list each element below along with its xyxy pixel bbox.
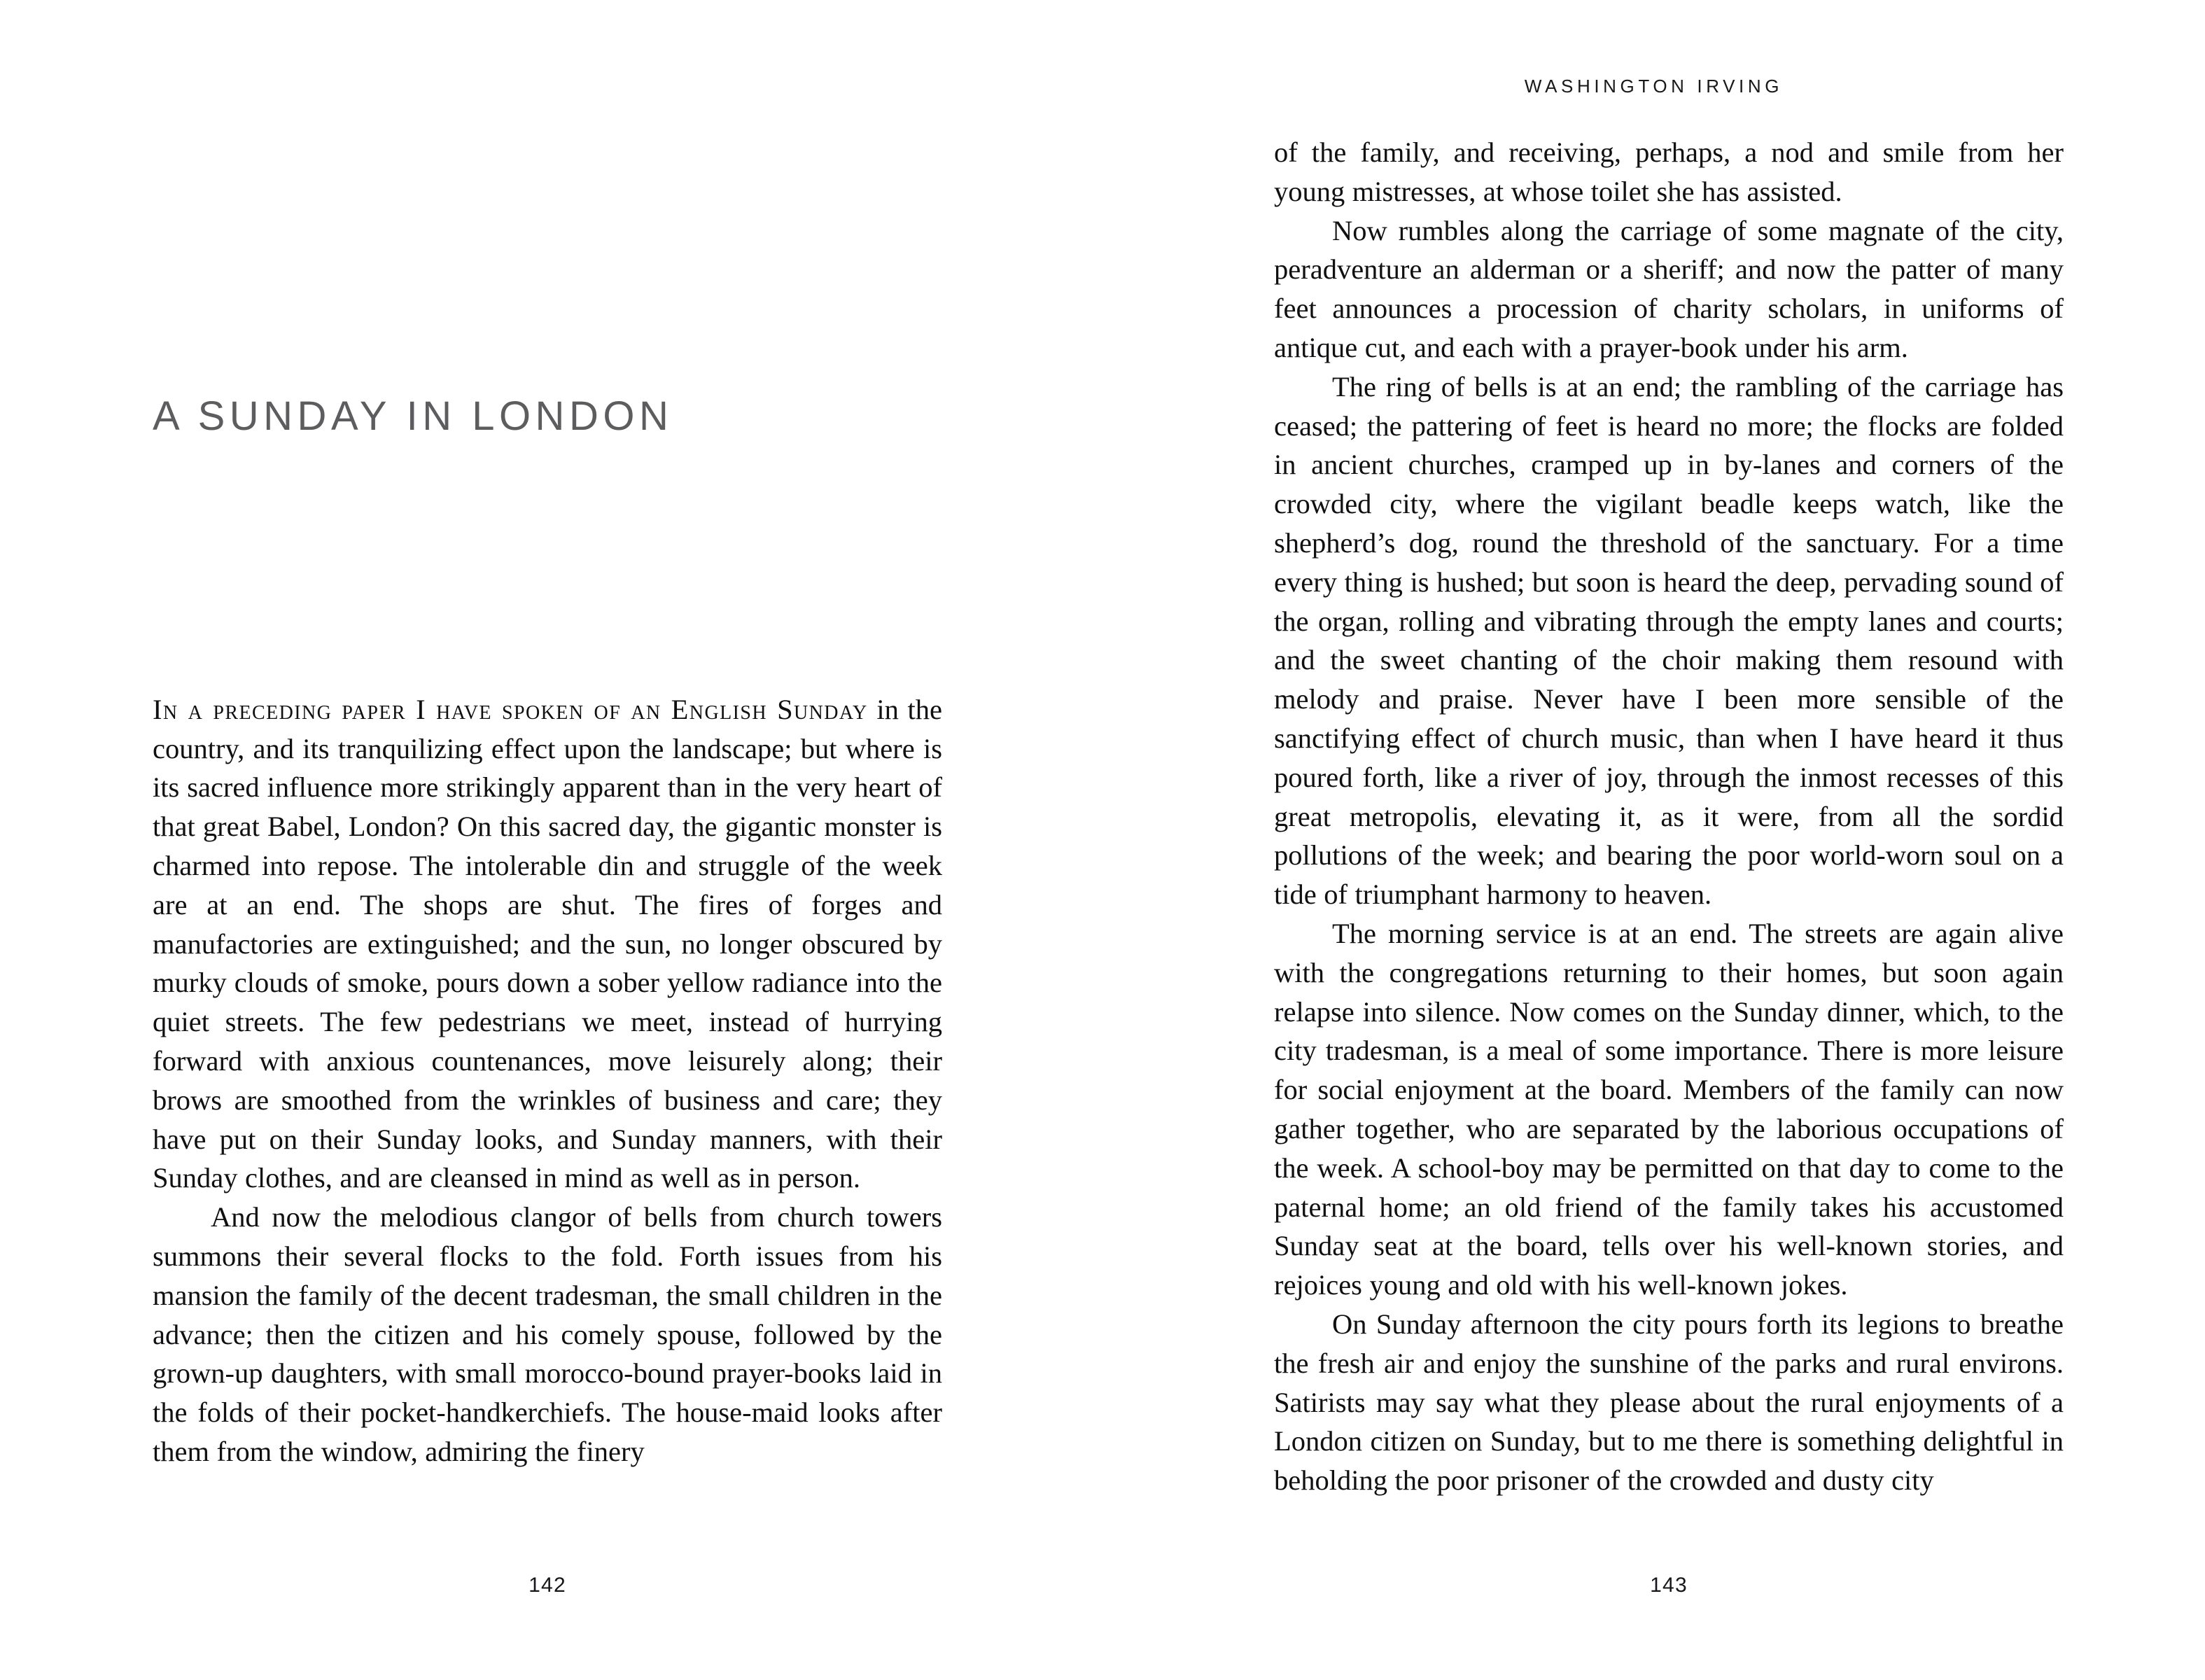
paragraph-opening bbox=[153, 690, 942, 1198]
left-folio: 142 bbox=[528, 1574, 566, 1597]
paragraph: And now the melodious clangor of bells from church towers summons their several flocks to the fold. Forth issues from his mansion the family of the decent tradesman, the small children in the advance; then the citizen and his comely spouse, followed by the grown-up daughters, with small morocco-bound prayer-books laid in the folds of their pocket-handkerchiefs. The house-maid looks after them from the window, admiring the finery bbox=[153, 1201, 942, 1468]
chapter-title: A SUNDAY IN LONDON bbox=[153, 393, 673, 439]
paragraph: The morning service is at an end. The streets are again alive with the congregations returning to their homes, but soon again relapse into silence. Now comes on the Sunday dinner, which, to the city tradesman, is a meal of some importance. There is more leisure for social enjoyment at the board. Members of the family can now gather together, who are separated by the laborious occupations of the week. A school-boy may be permitted on that day to come to the paternal home; an old friend of the family takes his accustomed Sunday seat at the board, tells over his well-known stories, and rejoices young and old with his well-known jokes. bbox=[1274, 917, 2064, 1301]
right-folio: 143 bbox=[1650, 1574, 1688, 1597]
opening-paragraph-rest: in the country, and its tranquilizing effect upon the landscape; but where is its sacred influence more strikingly apparent than in the very heart of that great Babel, London? On this sacred day, the gigantic monster is charmed into repose. The intolerable din and struggle of the week are at an end. The shops are shut. The fires of forges and manufactories are extinguished; and the sun, no longer obscured by murky clouds of smoke, pours down a sober yellow radiance into the quiet streets. The few pedestrians we meet, instead of hurrying forward with anxious countenances, move leisurely along; their brows are smoothed from the wrinkles of business and care; they have put on their Sunday looks, and Sunday manners, with their Sunday clothes, and are cleansed in mind as well as in person. bbox=[153, 693, 942, 1194]
paragraph: The ring of bells is at an end; the rambling of the carriage has ceased; the pattering of feet is heard no more; the flocks are folded in ancient churches, cramped up in by-lanes and corners of the crowded city, where the vigilant beadle keeps watch, like the shepherd’s dog, round the threshold of the sanctuary. For a time every thing is hushed; but soon is heard the deep, pervading sound of the organ, rolling and vibrating through the empty lanes and courts; and the sweet chanting of the choir making them resound with melody and praise. Never have I been more sensible of the sanctifying effect of church music, than when I have heard it thus poured forth, like a river of joy, through the inmost recesses of this great metropolis, elevating it, as it were, from all the sordid pollutions of the week; and bearing the poor world-worn soul on a tide of triumphant harmony to heaven. bbox=[1274, 370, 2064, 911]
right-text-column bbox=[1274, 133, 2064, 1500]
title-spacer bbox=[153, 438, 942, 690]
right-page bbox=[1102, 0, 2205, 1680]
opening-smallcaps-run: In a preceding paper I have spoken of an English Sunday bbox=[153, 693, 868, 725]
paragraph-continuation: of the family, and receiving, perhaps, a nod and smile from her young mistresses, at whose toilet she has assisted. bbox=[1274, 136, 2064, 207]
right-running-head: WASHINGTON IRVING bbox=[1524, 76, 1784, 97]
paragraph: On Sunday afternoon the city pours forth its legions to breathe the fresh air and enjoy the sunshine of the parks and rural environs. Satirists may say what they please about the rural enjoyments of a London citizen on Sunday, but to me there is something delightful in beholding the poor prisoner of the crowded and dusty city bbox=[1274, 1308, 2064, 1497]
paragraph: Now rumbles along the carriage of some magnate of the city, peradventure an alderman or a sheriff; and now the patter of many feet announces a procession of charity scholars, in uniforms of antique cut, and each with a prayer-book under his arm. bbox=[1274, 214, 2064, 363]
left-text-column bbox=[153, 133, 942, 1471]
left-page bbox=[0, 0, 1102, 1680]
